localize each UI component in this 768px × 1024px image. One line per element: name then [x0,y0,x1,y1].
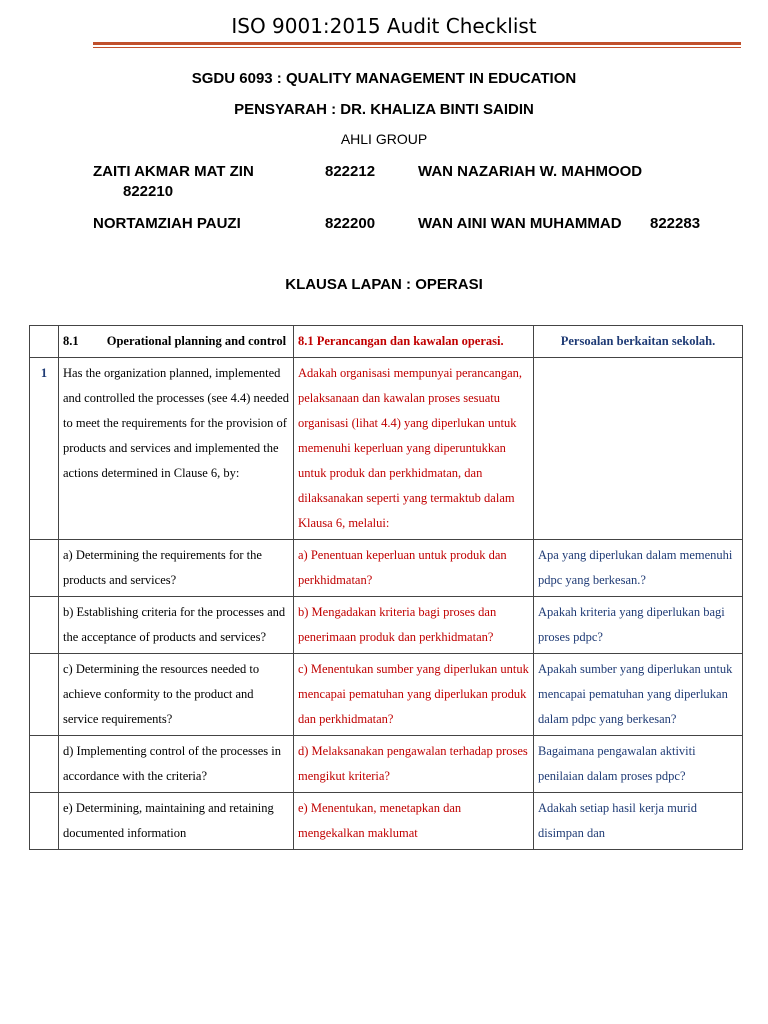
requirement-ms: e) Menentukan, menetapkan dan mengekalkan maklumat [294,793,534,850]
header-num-cell [30,326,59,358]
requirement-en: b) Establishing criteria for the processes and the acceptance of products and services? [59,597,294,654]
clause-title: KLAUSA LAPAN : OPERASI [285,276,483,293]
row-number [30,654,59,736]
requirement-ms: c) Menentukan sumber yang diperlukan untuk mencapai pematuhan yang diperlukan produk dan perkhidmatan? [294,654,534,736]
requirement-ms: d) Melaksanakan pengawalan terhadap proses mengikut kriteria? [294,736,534,793]
member-4-id: 822283 [650,215,701,232]
member-3-name: NORTAMZIAH PAUZI [93,215,241,232]
title-rule-thin [93,47,741,48]
table-row [30,540,743,597]
document-title: ISO 9001:2015 Audit Checklist [231,14,537,38]
school-question: Apa yang diperlukan dalam memenuhi pdpc yang berkesan.? [534,540,743,597]
requirement-en: d) Implementing control of the processes in accordance with the criteria? [59,736,294,793]
table-row [30,358,743,540]
table-row [30,654,743,736]
audit-checklist-table [29,325,743,850]
member-2-id: 822210 [123,183,174,200]
school-question: Apakah sumber yang diperlukan untuk mencapai pematuhan yang diperlukan dalam pdpc yang berkesan? [534,654,743,736]
requirement-en: a) Determining the requirements for the products and services? [59,540,294,597]
row-number [30,540,59,597]
member-2-name: WAN NAZARIAH W. MAHMOOD [418,163,643,180]
table-row [30,736,743,793]
row-number [30,736,59,793]
requirement-en: Has the organization planned, implemented and controlled the processes (see 4.4) needed to meet the requirements for the provision of products and services and implemented the actions determined in Clause 6, by: [59,358,294,540]
school-question: Adakah setiap hasil kerja murid disimpan dan [534,793,743,850]
lecturer-name: PENSYARAH : DR. KHALIZA BINTI SAIDIN [234,101,534,118]
group-label: AHLI GROUP [340,131,428,147]
requirement-en: e) Determining, maintaining and retaining documented information [59,793,294,850]
member-3-id: 822200 [325,215,376,232]
row-number [30,597,59,654]
header-ms-cell: 8.1 Perancangan dan kawalan operasi. [294,326,534,358]
requirement-en: c) Determining the resources needed to achieve conformity to the product and service requirements? [59,654,294,736]
course-title: SGDU 6093 : QUALITY MANAGEMENT IN EDUCATION [191,70,577,87]
requirement-ms: b) Mengadakan kriteria bagi proses dan penerimaan produk dan perkhidmatan? [294,597,534,654]
header-en-num: 8.1 [63,334,79,348]
member-1-name: ZAITI AKMAR MAT ZIN [93,163,254,180]
school-question: Bagaimana pengawalan aktiviti penilaian dalam proses pdpc? [534,736,743,793]
row-number: 1 [30,358,59,540]
member-1-id: 822212 [325,163,376,180]
row-number [30,793,59,850]
header-q-cell: Persoalan berkaitan sekolah. [534,326,743,358]
school-question [534,358,743,540]
school-question: Apakah kriteria yang diperlukan bagi proses pdpc? [534,597,743,654]
title-rule-thick [93,42,741,45]
requirement-ms: a) Penentuan keperluan untuk produk dan perkhidmatan? [294,540,534,597]
header-en-title: Operational planning and control [106,334,287,348]
table-row [30,597,743,654]
table-row [30,793,743,850]
table-header-row [30,326,743,358]
header-en-cell [59,326,294,358]
member-4-name: WAN AINI WAN MUHAMMAD [418,215,622,232]
requirement-ms: Adakah organisasi mempunyai perancangan, pelaksanaan dan kawalan proses sesuatu organisasi (lihat 4.4) yang diperlukan untuk memenuhi keperluan yang diperuntukkan untuk produk dan perkhidmatan, dan dilaksanakan seperti yang termaktub dalam Klausa 6, melalui: [294,358,534,540]
